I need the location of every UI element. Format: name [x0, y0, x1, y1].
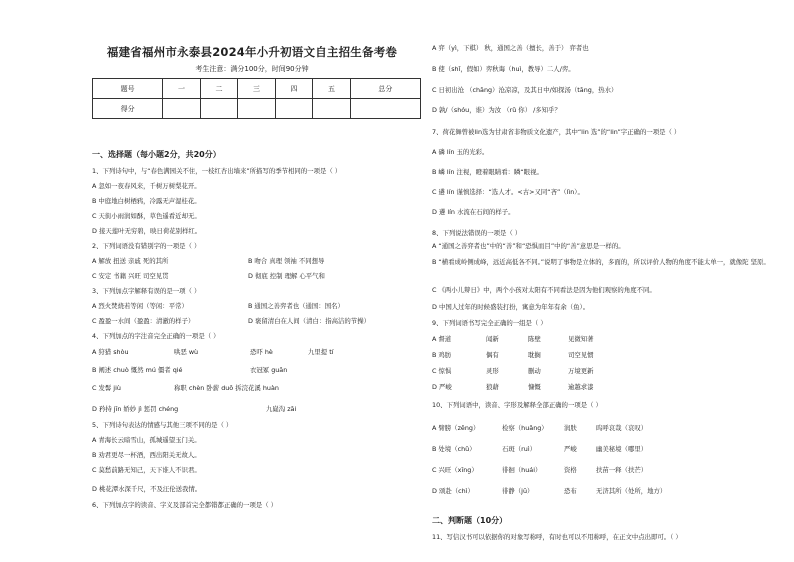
option: A 解放 扭送 亲戚 死的其所 [92, 257, 169, 265]
score-cell [313, 99, 350, 119]
question-text: 2、下列词语没有错别字的一项是（ ） [92, 242, 201, 250]
option: C 日初出沧 （chāng）沧凉凉，及其日中/如探汤（tāng，热水） [432, 86, 618, 94]
option: D 彻底 控制 理解 心平气和 [248, 272, 325, 280]
option: 狼藉 [486, 383, 499, 391]
option: C 兴旺（xīng） [432, 466, 478, 474]
option: B 吻合 真理 领袖 不同想导 [248, 257, 325, 265]
option: 慷慨 [528, 383, 541, 391]
option: 哄恶 wù [174, 348, 199, 356]
option: 扶苗一释（扶芒） [596, 466, 648, 474]
option: 石斑（ruì） [502, 445, 537, 453]
option: A 烈火焚烧若等闲（等闲：平常） [92, 302, 188, 310]
option: D 褒留清白在人间（清白：指高洁的节操） [248, 317, 370, 325]
option: 徘静（jū） [502, 487, 534, 495]
option: B 使（shǐ，假如）弈秋诲（huì，教导）二人/弈。 [432, 65, 575, 73]
option: 检察（huǎng） [502, 424, 548, 432]
score-cell [238, 99, 275, 119]
score-cell [275, 99, 312, 119]
option: 九里提 tí [308, 348, 334, 356]
score-table-header: 三 [238, 79, 275, 99]
exam-notice: 考生注意：满分100分，时间90分钟 [195, 65, 309, 73]
score-cell [200, 99, 237, 119]
option: B 中庭地白树栖鸦，冷露无声湿桂花。 [92, 197, 201, 205]
option: 万境更新 [568, 367, 594, 375]
score-table-header: 五 [313, 79, 350, 99]
score-table [92, 78, 421, 119]
option: B 鸡肪 [432, 351, 452, 359]
question-text: 4、下列加点的字注音完全正确的一项是（ ） [92, 332, 220, 340]
option: C 天街小雨润如酥，草色遥看近却无。 [92, 212, 201, 220]
score-table-row [93, 99, 421, 119]
option: C 安定 书籍 兴旺 司空见贯 [92, 272, 169, 280]
option: D 孰/（shóu，谁）为汝 （rǔ 你） /多知乎？ [432, 106, 561, 114]
question-text: 6、下列加点字的读音、字义及部首完全都错都正确的一项是（ ） [92, 501, 278, 509]
option: D 严峻 [432, 383, 452, 391]
score-cell [350, 99, 420, 119]
option: 呜呼哀哉（哀叹） [596, 424, 648, 432]
option: A 磷 lín 玉的光彩。 [432, 148, 489, 156]
option: D 矜持 jīn 娇妙 jì 惩罚 chéng [92, 405, 179, 413]
score-cell [163, 99, 200, 119]
question-text: 5、下列诗句表达的情感与其他三项不同的是（ ） [92, 421, 233, 429]
section-title: 一、选择题（每小题2分，共20分） [92, 150, 221, 159]
option: B 阐述 chuò 慨然 mú 僵者 qié [92, 366, 183, 374]
option: 偶有 [486, 351, 499, 359]
option: 恐布 [564, 487, 577, 495]
option: C 惊惧 [432, 367, 452, 375]
option: A “通国之善弈者也”中的“善”和“恐惧而目”中的“善”意思是一样的。 [432, 242, 625, 250]
question-text: 1、下列诗句中，与“春色满园关不住，一枝红杏出墙来”所描写的季节相同的一项是（ ） [92, 167, 342, 175]
option: 幽美秘境（哪里） [596, 445, 648, 453]
option: 徘徊（huái） [502, 466, 542, 474]
question-text: 11、写信汉书可以依据你的对象写称呼，有时也可以不用称呼，在正文中点出即可。（ ） [432, 533, 682, 541]
option: 严峻 [564, 445, 577, 453]
option: A 狩猎 shòu [92, 348, 129, 356]
option: 无济其所（处所，地方） [596, 487, 667, 495]
option: 逾越求漆 [568, 383, 594, 391]
option: B 处境（chǔ） [432, 445, 476, 453]
question-text: 7、荷花舞曾被lin选为甘肃省非物质文化遗产，其中“lin 选”的“lin”字正确的一项是（ ） [432, 128, 681, 136]
option: D 遴 lín 水流在石间的样子。 [432, 208, 515, 216]
option: B “横看成岭侧成峰，远近高低各不同。”说明了事物是立体的，多面的，所以评价人物的角度不能太单一，就像陀 坚原。 [432, 258, 770, 266]
score-table-header: 总分 [350, 79, 420, 99]
score-table-header-row [93, 79, 421, 99]
option: C 发髻 jiù [92, 384, 121, 392]
option: A 青海长云暗雪山，孤城遥望玉门关。 [92, 436, 201, 444]
option: 资格 [564, 466, 577, 474]
option: 耽搁 [528, 351, 541, 359]
option: 衣冠冢 guān [250, 366, 288, 374]
option: 闻新 [486, 335, 499, 343]
option: 灵形 [486, 367, 499, 375]
option: C 盈盈一水间（盈盈：清澈的样子） [92, 317, 195, 325]
page-title: 福建省福州市永泰县2024年小升初语文自主招生备考卷 [106, 45, 398, 59]
option: B 劝君更尽一杯酒，西出阳关无故人。 [92, 451, 201, 459]
option: 见微知著 [568, 335, 594, 343]
question-text: 8、下列说法错误的一项是（ ） [432, 229, 522, 237]
option: 司空见惯 [568, 351, 594, 359]
option: 称职 chèn 卧薪 duō 拆浣花溪 huàn [174, 384, 279, 392]
option: 润肤 [564, 424, 577, 432]
option: C 遴 lín 谨慎选择：“选人才。<古>又同“吝”（lìn）。 [432, 188, 584, 196]
score-table-header: 二 [200, 79, 237, 99]
question-text: 10、下列词语中，读音、字形及解释全部正确的一项是（ ） [432, 401, 602, 409]
section-title: 二、判断题（10分） [432, 516, 508, 525]
option: A 臂膀（zēng） [432, 424, 480, 432]
score-table-header: 一 [163, 79, 200, 99]
option: A 督道 [432, 335, 452, 343]
option: D 桃花潭水深千尺，不及汪伦送我情。 [92, 485, 202, 493]
option: C 《两小儿辩日》中，两个小孩对太阳有不同看法是因为他们观察的角度不同。 [432, 286, 656, 294]
option: B 通国之善弈者也（通国：国名） [248, 302, 344, 310]
question-text: 3、下列加点字解释有误的是一项（ ） [92, 287, 201, 295]
option: A 弈（yì，下棋） 秋，通国之善（擅长，善于） 弈者也 [432, 44, 589, 52]
score-table-header: 题号 [93, 79, 163, 99]
option: 陈壁 [528, 335, 541, 343]
option: C 莫愁前路无知己，天下谁人不识君。 [92, 466, 201, 474]
option: 删动 [528, 367, 541, 375]
option: D 颂赴（chì） [432, 487, 474, 495]
score-table-header: 四 [275, 79, 312, 99]
option: B 嶙 lín 注视，瞪着眼睛看：瞵“眼视。 [432, 168, 543, 176]
score-row-label: 得分 [93, 99, 163, 119]
option: 恐吓 hè [250, 348, 273, 356]
question-text: 9、下列词语书写完全正确的一组是（ ） [432, 319, 547, 327]
option: D 接天莲叶无穷碧，映日荷花别样红。 [92, 227, 202, 235]
option: 九嶷沟 zāi [266, 405, 297, 413]
option: D 中国人过年的时候盛装打扮，寓意为年年有余（鱼）。 [432, 303, 590, 311]
option: A 忽如一夜春风来，千树万树梨花开。 [92, 182, 201, 190]
